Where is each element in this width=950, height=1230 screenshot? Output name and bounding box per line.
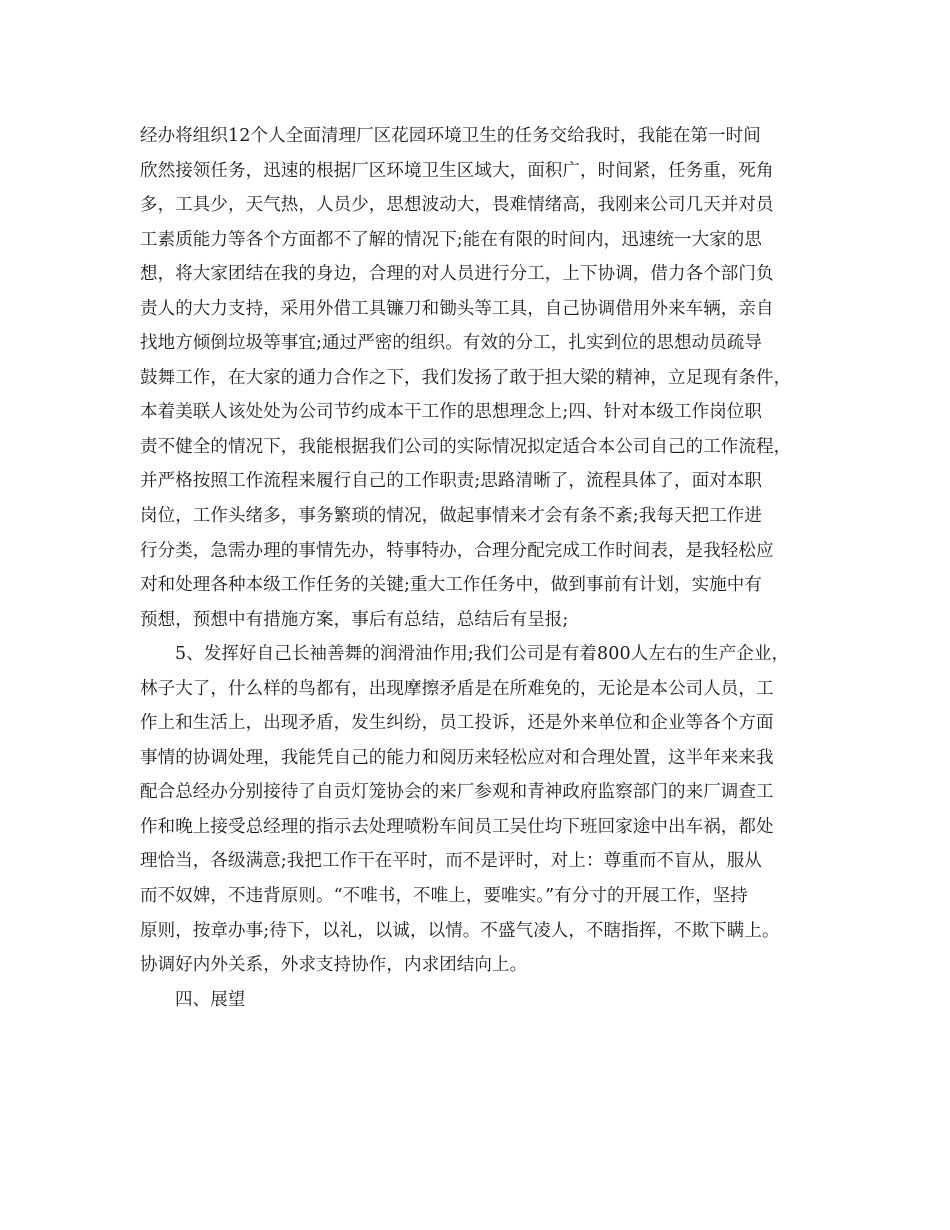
text-line: 协调好内外关系，外求支持协作，内求团结向上。: [140, 955, 528, 976]
text-line: 多，工具少，天气热，人员少，思想波动大，畏难情绪高，我刚来公司几天并对员: [140, 195, 774, 216]
paragraph-first-line: 5、发挥好自己长袖善舞的润滑油作用;我们公司是有着800人左右的生产企业，: [175, 644, 790, 665]
text-line: 责人的大力支持，采用外借工具镰刀和锄头等工具，自己协调借用外来车辆，亲自: [140, 298, 774, 319]
text-line: 并严格按照工作流程来履行自己的工作职责;思路清晰了，流程具体了，面对本职: [140, 471, 762, 492]
text-line: 想，将大家团结在我的身边，合理的对人员进行分工，上下协调，借力各个部门负: [140, 264, 774, 285]
text-line: 工素质能力等各个方面都不了解的情况下;能在有限的时间内，迅速统一大家的思: [140, 229, 762, 250]
document-body: [140, 119, 830, 1017]
text-line: 林子大了，什么样的鸟都有，出现摩擦矛盾是在所难免的，无论是本公司人员，工: [140, 678, 774, 699]
text-line: 责不健全的情况下，我能根据我们公司的实际情况拟定适合本公司自己的工作流程，: [140, 436, 792, 457]
paragraph-first-line: 四、展望: [175, 989, 246, 1010]
text-line: 行分类，急需办理的事情先办，特事特办，合理分配完成工作时间表，是我轻松应: [140, 540, 774, 561]
text-line: 作和晚上接受总经理的指示去处理喷粉车间员工吴仕均下班回家途中出车祸，都处: [140, 816, 774, 837]
text-line: 鼓舞工作，在大家的通力合作之下，我们发扬了敢于担大梁的精神，立足现有条件，: [140, 367, 792, 388]
text-line: 事情的协调处理，我能凭自己的能力和阅历来轻松应对和合理处置，这半年来来我: [140, 747, 774, 768]
text-line: 配合总经办分别接待了自贡灯笼协会的来厂参观和青神政府监察部门的来厂调查工: [140, 782, 774, 803]
text-line: 欣然接领任务，迅速的根据厂区环境卫生区域大，面积广，时间紧，任务重，死角: [140, 160, 774, 181]
text-line: 经办将组织12个人全面清理厂区花园环境卫生的任务交给我时，我能在第一时间: [140, 126, 761, 146]
text-line: 而不奴婢，不违背原则。“不唯书，不唯上，要唯实。”有分寸的开展工作，坚持: [140, 886, 748, 907]
text-line: 作上和生活上，出现矛盾，发生纠纷，员工投诉，还是外来单位和企业等各个方面: [140, 713, 774, 734]
text-line: 预想，预想中有措施方案，事后有总结，总结后有呈报;: [140, 609, 569, 630]
text-line: 本着美联人该处处为公司节约成本干工作的思想理念上;四、针对本级工作岗位职: [140, 402, 762, 423]
text-line: 岗位，工作头绪多，事务繁琐的情况，做起事情来才会有条不紊;我每天把工作进: [140, 506, 762, 527]
text-line: 理恰当，各级满意;我把工作干在平时，而不是评时，对上：尊重而不盲从，服从: [140, 851, 762, 872]
text-line: 对和处理各种本级工作任务的关键;重大工作任务中，做到事前有计划，实施中有: [140, 575, 762, 596]
text-line: 原则，按章办事;待下，以礼，以诚，以情。不盛气凌人，不瞎指挥，不欺下瞒上。: [140, 920, 780, 941]
text-line: 找地方倾倒垃圾等事宜;通过严密的组织。有效的分工，扎实到位的思想动员疏导: [140, 333, 762, 354]
